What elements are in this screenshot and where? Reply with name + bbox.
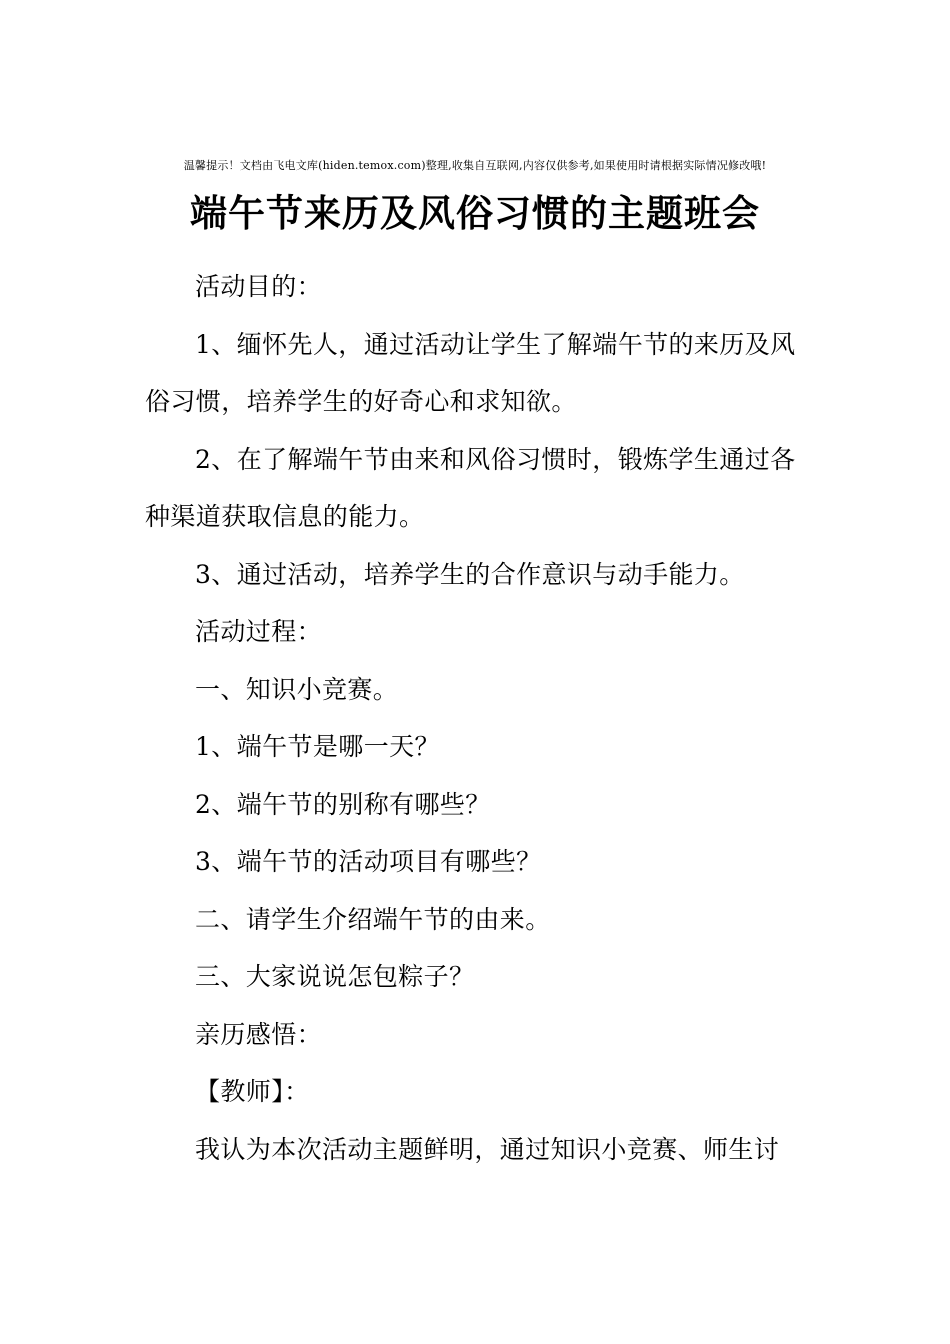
text-line: 我认为本次活动主题鲜明，通过知识小竞赛、师生讨 — [195, 1134, 780, 1164]
text-line: 俗习惯，培养学生的好奇心和求知欲。 — [145, 387, 577, 416]
text-line: 二、请学生介绍端午节的由来。 — [195, 904, 551, 934]
document-title: 端午节来历及风俗习惯的主题班会 — [190, 192, 760, 235]
text-line: 1、端午节是哪一天？ — [195, 732, 440, 761]
paragraph-purpose-2 — [145, 431, 810, 546]
paragraph-quiz-1 — [145, 718, 810, 776]
text-line: 2、在了解端午节由来和风俗习惯时，锻炼学生通过各 — [195, 444, 796, 474]
text-line: 一、知识小竞赛。 — [195, 674, 399, 704]
header-notice: 温馨提示！文档由飞电文库(hiden.temox.com)整理,收集自互联网,内容仅供参考,如果使用时请根据实际情况修改哦! — [183, 159, 767, 172]
paragraph-purpose-1 — [145, 316, 810, 431]
text-line: 3、通过活动，培养学生的合作意识与动手能力。 — [195, 559, 745, 589]
paragraph-process-heading — [145, 603, 810, 661]
paragraph-origin — [145, 891, 810, 949]
paragraph-teacher-label — [145, 1063, 810, 1121]
text-line: 3、端午节的活动项目有哪些？ — [195, 847, 542, 876]
text-line: 活动目的： — [195, 272, 323, 301]
text-line: 活动过程： — [195, 617, 323, 646]
paragraph-quiz-heading — [145, 661, 810, 719]
paragraph-quiz-2 — [145, 776, 810, 834]
text-line: 三、大家说说怎包粽子？ — [195, 962, 475, 991]
text-line: 种渠道获取信息的能力。 — [145, 502, 425, 531]
paragraph-teacher-comment — [145, 1121, 810, 1179]
paragraph-quiz-3 — [145, 833, 810, 891]
text-line: 亲历感悟： — [195, 1019, 323, 1049]
paragraph-purpose-heading — [145, 258, 810, 316]
document-body — [145, 258, 810, 1178]
paragraph-purpose-3 — [145, 546, 810, 604]
paragraph-reflection-heading — [145, 1006, 810, 1064]
text-line: 1、缅怀先人，通过活动让学生了解端午节的来历及风 — [195, 329, 796, 359]
paragraph-zongzi — [145, 948, 810, 1006]
text-line: 2、端午节的别称有哪些？ — [195, 789, 491, 819]
text-line: 【教师】： — [195, 1077, 310, 1106]
